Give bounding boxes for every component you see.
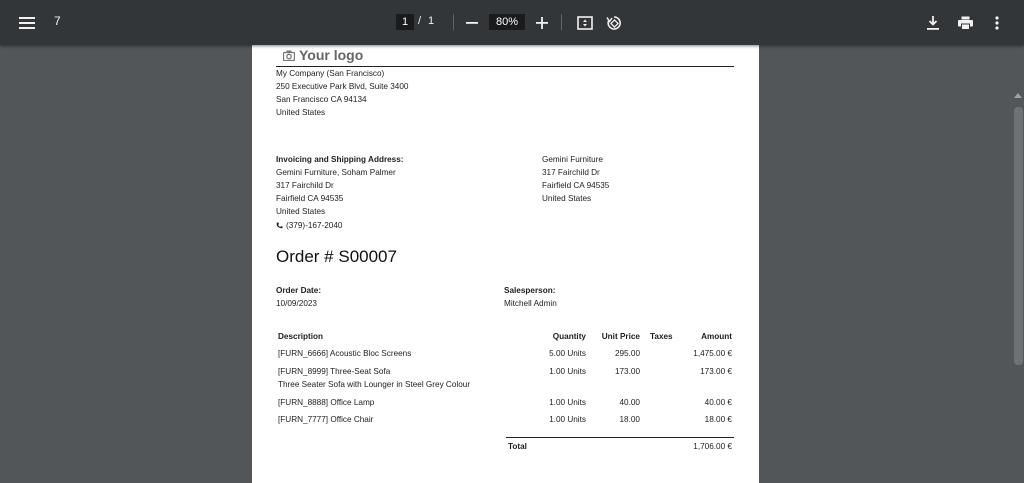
row-1-unit-price: 295.00 [614, 349, 640, 358]
phone-line [276, 219, 342, 232]
row-2-description: [FURN_8999] Three-Seat Sofa [278, 367, 391, 376]
total-divider [506, 437, 734, 438]
salesperson-label: Salesperson: [504, 286, 556, 295]
camera-icon [283, 50, 295, 61]
zoom-in-icon[interactable] [530, 11, 554, 35]
address-label: Invoicing and Shipping Address: [276, 155, 404, 164]
toolbar-divider [453, 14, 454, 30]
row-1-description: [FURN_6666] Acoustic Bloc Screens [278, 349, 412, 358]
company-city: San Francisco CA 94134 [276, 95, 367, 104]
document-title: 7 [54, 14, 61, 28]
row-3-quantity: 1.00 Units [549, 398, 586, 407]
address-country: United States [276, 207, 326, 216]
page-number-input[interactable]: 1 [396, 14, 414, 30]
phone-number: (379)-167-2040 [286, 221, 343, 230]
fit-page-icon[interactable] [573, 11, 597, 35]
company-name: My Company (San Francisco) [276, 69, 385, 78]
zoom-out-icon[interactable] [460, 11, 484, 35]
pdf-toolbar [0, 0, 1024, 45]
address-city: Fairfield CA 94535 [276, 194, 344, 203]
print-icon[interactable] [953, 11, 977, 35]
row-2-quantity: 1.00 Units [549, 367, 586, 376]
page-separator: / [418, 15, 422, 27]
logo-text: Your logo [299, 47, 364, 63]
row-4-quantity: 1.00 Units [549, 415, 586, 424]
order-date: 10/09/2023 [276, 299, 317, 308]
row-4-unit-price: 18.00 [619, 415, 640, 424]
order-date-label: Order Date: [276, 286, 322, 295]
col-header-amount: Amount [701, 332, 732, 341]
rotate-icon[interactable] [602, 11, 626, 35]
total-label: Total [508, 442, 527, 451]
download-icon[interactable] [921, 11, 945, 35]
col-header-description: Description [278, 332, 324, 341]
scroll-thumb[interactable] [1014, 107, 1023, 365]
row-3-amount: 40.00 € [704, 398, 732, 407]
customer-country: United States [542, 194, 592, 203]
vertical-scrollbar[interactable] [1012, 45, 1024, 483]
customer-city: Fairfield CA 94535 [542, 181, 610, 190]
col-header-unit-price: Unit Price [601, 332, 640, 341]
col-header-quantity: Quantity [552, 332, 586, 341]
page-total: 1 [428, 15, 435, 27]
company-logo [283, 47, 363, 63]
row-2-description-detail: Three Seater Sofa with Lounger in Steel Grey Colour [278, 380, 471, 389]
row-1-amount: 1,475.00 € [693, 349, 732, 358]
menu-icon[interactable] [15, 11, 39, 35]
address-street: 317 Fairchild Dr [276, 181, 334, 190]
more-options-icon[interactable] [985, 11, 1009, 35]
row-2-amount: 173.00 € [700, 367, 732, 376]
row-3-unit-price: 40.00 [619, 398, 640, 407]
scroll-up-arrow-icon[interactable] [1014, 93, 1022, 98]
row-4-amount: 18.00 € [704, 415, 732, 424]
toolbar-divider [561, 14, 562, 30]
order-title: Order # S00007 [276, 247, 397, 266]
row-4-description: [FURN_7777] Office Chair [278, 415, 374, 424]
row-1-quantity: 5.00 Units [549, 349, 586, 358]
customer-name: Gemini Furniture [542, 155, 603, 164]
address-name: Gemini Furniture, Soham Palmer [276, 168, 396, 177]
col-header-taxes: Taxes [650, 332, 673, 341]
phone-icon [276, 222, 283, 229]
company-street: 250 Executive Park Blvd, Suite 3400 [276, 82, 409, 91]
customer-street: 317 Fairchild Dr [542, 168, 600, 177]
salesperson-name: Mitchell Admin [504, 299, 557, 308]
company-country: United States [276, 108, 326, 117]
total-amount: 1,706.00 € [693, 442, 732, 451]
row-2-unit-price: 173.00 [614, 367, 640, 376]
row-3-description: [FURN_8888] Office Lamp [278, 398, 375, 407]
pdf-page [252, 45, 759, 483]
zoom-level-input[interactable]: 80% [489, 14, 525, 30]
